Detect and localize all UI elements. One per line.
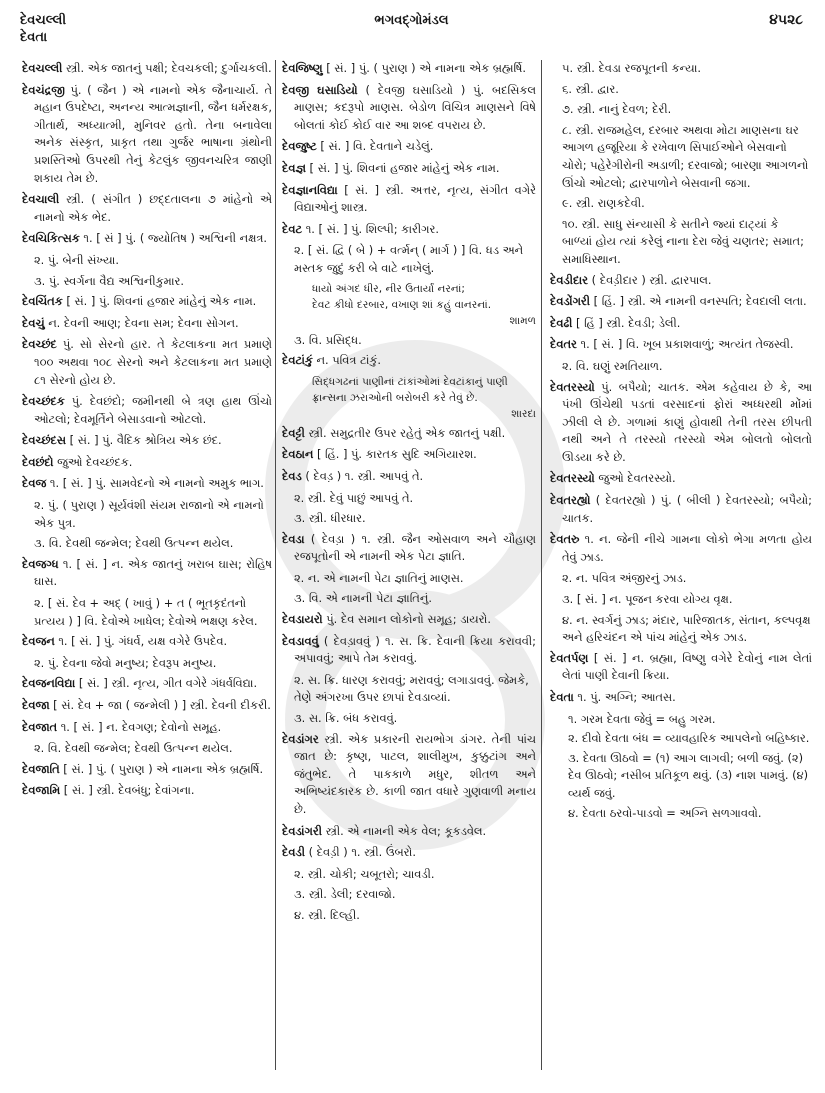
headword: દેવતર્પણ — [550, 650, 589, 665]
definition: [ સં. ] ન. બ્રહ્મા, વિષ્ણુ વગેરે દેવોનું નામ લેતાં લેતાં પાણી દેવાની ક્રિયા. — [562, 650, 812, 683]
entry — [282, 60, 536, 78]
sense: ૪. ન. સ્વર્ગનું ઝાડ; મંદાર, પારિજાતક, સંતાન, કલ્પવૃક્ષ અને હરિચંદન એ પાંચ માંહેનું એક ઝાડ. — [562, 612, 811, 645]
definition: ( દેવડ઼ા ) ૧. સ્ત્રી. જૈન ઓસવાળ અને ચૌહાણ રજપૂતોની એ નામની એક પેટા જ્ઞાતિ. — [294, 531, 536, 564]
entry — [550, 272, 812, 290]
entry — [550, 336, 812, 354]
definition: [ સં. ] પું. શિવનાં હજાર માંહેનું એક નામ. — [62, 294, 257, 309]
definition: ( દેવડ઼ી ) ૧. સ્ત્રી. ઉંબરો. — [304, 845, 416, 860]
entry — [22, 675, 272, 693]
sense: ૩. સ્ત્રી. ધીરધાર. — [294, 511, 366, 526]
entry — [282, 633, 536, 668]
citation-source: શામળ — [509, 314, 536, 327]
definition: જુઓ દેવતરસ્યો. — [594, 471, 676, 486]
definition: [ હિં. ] સ્ત્રી. એ નામની વનસ્પતિ; દેવદાલી લતા. — [590, 294, 807, 309]
headword: દેવતરહ્યો — [550, 493, 591, 508]
entry — [282, 844, 536, 862]
headword: દેવડાવવું — [282, 633, 319, 648]
entry — [282, 531, 536, 566]
guide-word-last: દેવતા — [20, 30, 48, 45]
headword: દેવતર — [550, 337, 577, 352]
column-3 — [550, 60, 812, 1070]
definition: [ સં. ] પું. ( પુરાણ ) એ નામના એક બ્રહ્મર્ષિ. — [59, 761, 264, 776]
headword: દેવચાલી — [22, 192, 60, 207]
headword: દેવજાતિ — [22, 761, 60, 776]
entry — [550, 293, 812, 311]
headword: દેવડોંગરી — [550, 294, 591, 309]
definition: ( દેવજી ઘસાડિયો ) પું. બદસિકલ માણસ; કદરૂપો માણસ. બેડોળ વિચિત્ર માણસને વિષે બોલતાં કોઈ કોઈ વાર આ શબ્દ વપરાય છે. — [294, 82, 536, 132]
sense: ૨. સ્ત્રી. ચોકી; ચબૂતરો; ચાવડી. — [294, 866, 435, 881]
headword: દેવચ્છંદ — [22, 337, 57, 352]
entry — [550, 315, 812, 333]
headword: દેવજનવિદ્યા — [22, 676, 76, 691]
column-2 — [282, 60, 536, 1070]
definition: સ્ત્રી. એક જાતનું પક્ષી; દેવચકલી; દુર્ગાચકલી. — [62, 61, 272, 75]
entry — [22, 633, 272, 651]
headword: દેવડી — [282, 845, 305, 860]
definition: ૧. [ સં. ] પું. શિલ્પી; કારીગર. — [302, 221, 439, 236]
entry — [282, 823, 536, 841]
definition: ( દેવતરહ્યો ) પું. ( બીલી ) દેવતરસ્યો; બપૈયો; ચાતક. — [562, 493, 812, 525]
headword: દેવડાંગર — [282, 731, 319, 746]
page-header — [20, 12, 803, 52]
sense: ૨. સ્ત્રી. દેવું પાછું આપવું તે. — [294, 490, 414, 505]
headword: દેવડા — [282, 531, 305, 546]
definition: સ્ત્રી. એક પ્રકારની રાયભોગ ડાંગર. તેની પાંચ જાત છે: કૃષ્ણ, પાટલ, શાલીમુખ, કુક્કુટાંગ અને જંતુભેદ. તે પાકકાળે મધુર, શીતળ અને અભિષ્યંદકારક છે. કાળી જાત વધારે ગુણવાળી મનાય છે. — [294, 731, 536, 816]
entry — [22, 697, 272, 715]
entry — [22, 336, 272, 389]
headword: દેવજગ્ધ — [22, 556, 59, 571]
headword: દેવજિષ્ણુ — [282, 61, 323, 75]
entry — [282, 221, 536, 239]
idiom: ૪. દેવતા ઠરવો-પાડવો = અગ્નિ સળગાવવો. — [568, 805, 762, 820]
headword: દેવજ્ઞ — [282, 160, 306, 175]
entry — [22, 454, 272, 472]
sense: ૪. સ્ત્રી. દિલ્હી. — [294, 907, 360, 922]
entry — [22, 82, 272, 188]
definition: [ સં. દેવ + જા ( જન્મેલી ) ] સ્ત્રી. દેવની દીકરી. — [49, 698, 271, 712]
definition: ૧. [ સં. ] ન. એક જાતનું ખરાબ ઘાસ; રોહિષ ઘાસ. — [34, 556, 272, 589]
entry — [550, 470, 812, 488]
definition: પું. બપૈયો; ચાતક. એમ કહેવાય છે કે, આ પંખી ઊંચેથી પડતાં વરસાદનાં ફોરાં અધ્ધરથી મોંમાં ઝીલી લે છે. ગળામાં કાણું હોવાથી તેની તરસ છીપતી નથી અને તે તરસ્યો તરસ્યો એમ બોલતો બોલતો ઊડયા કરે છે. — [562, 379, 812, 464]
headword: દેવતરસ્યો — [550, 379, 595, 394]
sense: ૨. વિ. દેવથી જન્મેલ; દેવથી ઉત્પન્ન થયેલ. — [34, 741, 233, 756]
headword: દેવઠાન — [282, 447, 314, 462]
sense: ૨. પું. ( પુરાણ ) સૂર્યવંશી સંયમ રાજાનો એ નામનો એક પુત્ર. — [34, 498, 264, 530]
definition: ( દેવડ઼ીદાર ) સ્ત્રી. દ્વારપાલ. — [588, 272, 712, 287]
definition: ૧. [ સં. ] ન. દેવગણ; દેવોનો સમૂહ. — [57, 719, 222, 734]
headword: દેવડીદાર — [550, 272, 589, 287]
headword: દેવચિકિત્સક — [22, 231, 80, 246]
sense: ૩. વિ. પ્રસિદ્ધ. — [294, 332, 362, 347]
guide-words — [20, 12, 66, 46]
definition: ( દેવડ઼ાવવું ) ૧. સ. ક્રિ. દેવાની ક્રિયા કરાવવી; અપાવવું; આપે તેમ કરાવવું. — [294, 633, 536, 666]
definition: જુઓ દેવચ્છંદક. — [53, 454, 133, 469]
entry — [550, 492, 812, 527]
definition: [ સં. ] પું. શિવનાં હજાર માંહેનું એક નામ. — [305, 160, 500, 175]
sense: ૨. પું. દેવના જેવો મનુષ્ય; દેવરૂપ મનુષ્ય. — [34, 655, 217, 670]
entry — [22, 230, 272, 248]
headword: દેવતરુ — [550, 532, 580, 547]
definition: [ સં. ] સ્ત્રી. અત્તર, નૃત્ય, સંગીત વગેરે વિદ્યાઓનું શાસ્ત્ર. — [294, 182, 536, 215]
entry — [282, 468, 536, 486]
sense: ૨. પું. બેની સંખ્યા. — [34, 252, 119, 267]
entry — [22, 556, 272, 591]
headword: દેવટાંકું — [282, 353, 313, 368]
definition: ન. દેવની આણ; દેવના સમ; દેવના સોગન. — [44, 315, 239, 330]
sense: ૩. [ સં. ] ન. પૂજન કરવા યોગ્ય વૃક્ષ. — [562, 592, 733, 607]
headword: દેવજ્ઞાનવિદ્યા — [282, 182, 338, 197]
entry — [282, 425, 536, 443]
headword: દેવઢી — [550, 315, 573, 330]
entry — [282, 611, 536, 629]
sense: ૬. સ્ત્રી. દ્વાર. — [562, 81, 619, 96]
book-title: ભગવદ્ગોમંડલ — [374, 13, 449, 28]
definition: [ સં. ] પું. ( પુરાણ ) એ નામના એક બ્રહ્મર્ષિ. — [322, 61, 527, 75]
sense: ૩. વિ. એ નામની પેટા જ્ઞાતિનું. — [294, 591, 432, 606]
entry — [22, 761, 272, 779]
sense: ૨. સ. ક્રિ. ધારણ કરાવવું; મરાવવું; લગાડાવવું. જેમકે, તેણે અંગરખા ઉપર છાપાં દેવડાવ્યાં. — [294, 672, 529, 705]
entry — [22, 393, 272, 428]
entry — [550, 650, 812, 685]
entry — [22, 191, 272, 226]
sense: ૭. સ્ત્રી. નાનું દેવળ; દેરી. — [562, 102, 672, 117]
headword: દેવટ — [282, 221, 303, 236]
headword: દેવજાત — [22, 719, 58, 734]
definition: પું. દેવછંદો; જમીનથી બે ત્રણ હાથ ઊંચો ઓટલો; દેવમૂર્તિને બેસાડવાનો ઓટલો. — [34, 394, 272, 426]
quotation-line: દેવટ કીધો દરબાર, વખાણ શાં કહું વાનરનાં. — [312, 298, 492, 311]
headword: દેવડ — [282, 468, 302, 483]
entry — [282, 352, 536, 370]
definition: પું. સો સેરનો હાર. તે કેટલાકના મત પ્રમાણે ૧૦૦ અથવા ૧૦૮ સેરનો અને કેટલાકના મત પ્રમાણે ૮૧ સેરનો હોય છે. — [34, 337, 272, 387]
definition: [ સં. ] સ્ત્રી. નૃત્ય, ગીત વગેરે ગંધર્વવિદ્યા. — [75, 676, 258, 691]
sense: ૨. [ સં. દેવ + અદ્ ( ખાવું ) + ત ( ભૂતકૃદંતનો પ્રત્યય ) ] વિ. દેવોએ ખાધેલ; દેવોએ ભક્ષણ કરેલ. — [34, 596, 258, 628]
entry — [282, 446, 536, 464]
sense: ૫. સ્ત્રી. દેવડા રજપૂતની કન્યા. — [562, 61, 702, 75]
definition: પું. દેવ સમાન લોકોનો સમૂહ; ડાયરો. — [322, 612, 491, 627]
headword: દેવછંદો — [22, 454, 54, 469]
definition: ૧. [ સં ] પું. ( જ્યોતિષ ) અશ્વિની નક્ષત્ર. — [79, 231, 268, 246]
headword: દેવડાંગરી — [282, 823, 322, 838]
headword: દેવજુષ્ટ — [282, 139, 317, 154]
headword: દેવચ્છંદક — [22, 394, 65, 409]
entry — [282, 182, 536, 217]
entry — [282, 160, 536, 178]
headword: દેવજામિ — [22, 783, 61, 798]
sense: ૩. સ્ત્રી. ડેલી; દરવાજો. — [294, 887, 396, 902]
sense: ૮. સ્ત્રી. રાજમહેલ, દરબાર અથવા મોટા માણસના ઘર આગળ હજૂરિયા કે રખેવાળ સિપાઈઓને બેસવાનો ચોરો; પહેરેગીરોની અડાળી; દરવાજો; બારણા આગળનો ઊંચો ઓટલો; દ્વારપાળોને બેસવાની જગા. — [562, 122, 809, 190]
citation-source: શારદા — [511, 407, 536, 420]
headword: દેવજન — [22, 634, 55, 649]
definition: સ્ત્રી. સમુદ્રતીર ઉપર રહેતું એક જાતનું પક્ષી. — [304, 425, 506, 440]
sense: ૧૦. સ્ત્રી. સાધુ સંન્યાસી કે સતીને જ્યાં દાટ્યાં કે બાળ્યાં હોય ત્યાં કરેલું નાના દેરા જેવું ચણતર; સમાત; સમાધિસ્થાન. — [562, 216, 804, 266]
entry — [22, 293, 272, 311]
definition: સ્ત્રી. એ નામની એક વેલ; કૂકડવેલ. — [321, 823, 487, 838]
entry — [22, 719, 272, 737]
sense: ૩. વિ. દેવથી જન્મેલ; દેવથી ઉત્પન્ન થયેલ. — [34, 536, 234, 551]
column-divider — [275, 60, 276, 1070]
headword: દેવટ્ટી — [282, 425, 305, 440]
definition: ૧. [ સં. ] વિ. ખૂબ પ્રકાશવાળું; અત્યંત તેજસ્વી. — [576, 337, 794, 352]
column-1 — [22, 60, 272, 1070]
page-number: ૪૫૨૮ — [769, 12, 803, 28]
headword: દેવચ્છંદસ — [22, 433, 66, 448]
headword: દેવતરસ્યો — [550, 471, 595, 486]
definition: ( દેવડ઼ ) ૧. સ્ત્રી. આપવું તે. — [301, 468, 424, 483]
headword: દેવતા — [550, 690, 574, 704]
sense: ૨. [ સં. દ્વિ ( બે ) + વર્ત્મન્ ( માર્ગ ) ] વિ. ધડ અને મસ્તક જુદું કરી બે વાટે નાખેલું. — [294, 243, 524, 275]
sense: ૯. સ્ત્રી. રાણકદેવી. — [562, 196, 645, 211]
definition: [ હિં. ] પું. કારતક સુદિ અગિયારશ. — [313, 447, 477, 462]
definition: ૧. [ સં. ] પું. ગંધર્વ, યક્ષ વગેરે ઉપદેવ. — [54, 634, 228, 649]
definition: ન. પવિત્ર ટાંકું. — [312, 353, 382, 368]
headword: દેવચિંતક — [22, 294, 63, 309]
column-divider — [541, 60, 542, 1070]
headword: દેવજ — [22, 476, 47, 491]
idiom: ૧. ગરમ દેવતા જેવું = બહુ ગરમ. — [568, 711, 716, 726]
definition: [ હિં ] સ્ત્રી. દેવડી; ડેલી. — [572, 315, 681, 330]
definition: ૧. [ સં. ] પું. સામવેદનો એ નામનો અમુક ભાગ. — [46, 476, 264, 491]
headword: દેવજા — [22, 698, 50, 712]
headword: દેવજી ઘસાડિયો — [282, 82, 358, 97]
quotation-line: ધાયો અંગદ ધીર, નીર ઉતાર્યાં નરનાં; — [312, 282, 465, 295]
idiom: ૩. દેવતા ઊઠવો = (૧) આગ લાગવી; બળી જવું. (૨) દેવ ઊઠવો; નસીબ પ્રતિકૂળ થવું. (૩) નાશ પામવું. (૪) વ્યર્થ જવું. — [568, 750, 809, 800]
entry — [282, 731, 536, 819]
entry — [550, 689, 812, 707]
headword: દેવચંદ્રજી — [22, 82, 65, 97]
sense: ૨. ન. એ નામની પેટા જ્ઞાતિનું માણસ. — [294, 570, 464, 585]
entry — [282, 138, 536, 156]
entry — [22, 432, 272, 450]
idiom: ૨. દીવો દેવતા બંધ = વ્યાવહારિક આપલેનો બહિષ્કાર. — [568, 731, 810, 746]
definition: સ્ત્રી. ( સંગીત ) છદ્દતાલના ૭ માંહેનો એ નામનો એક ભેદ. — [34, 192, 272, 224]
entry — [550, 531, 812, 566]
entry — [550, 379, 812, 467]
definition: ૧. ન. જેની નીચે ગામના લોકો ભેગા મળતા હોય તેવું ઝાડ. — [562, 532, 812, 564]
entry — [22, 475, 272, 493]
sense: ૩. સ. ક્રિ. બંધ કરાવવું. — [294, 711, 398, 726]
definition: ૧. પું. અગ્નિ; આતસ. — [573, 690, 676, 704]
headword: દેવડાયરો — [282, 612, 323, 627]
entry — [22, 782, 272, 800]
sense: ૨. ન. પવિત્ર અંજીરનું ઝાડ. — [562, 571, 687, 586]
quotation-line: સિદ્ધગઢનાં પાણીનાં ટાંકાંઓમાં દેવટાંકાનું પાણી ફ્રાન્સના ઝરાઓની બરોબરી કરે તેવું છે. — [312, 375, 508, 404]
headword: દેવચલ્લી — [22, 61, 63, 75]
entry — [282, 82, 536, 135]
headword: દેવચું — [22, 315, 45, 330]
entry — [22, 60, 272, 78]
sense: ૨. વિ. ઘણું રમતિયાળ. — [562, 358, 663, 373]
entry — [22, 315, 272, 333]
definition: [ સં. ] સ્ત્રી. દેવબંધુ; દેવાંગના. — [60, 783, 195, 798]
sense: ૩. પું. સ્વર્ગના વૈદ્ય અશ્વિનીકુમાર. — [34, 273, 185, 288]
guide-word-first: દેવચલ્લી — [20, 13, 67, 28]
definition: પું. ( જૈન ) એ નામનો એક જૈનાચાર્ય. તે મહાન ઉપદેષ્ટા, અનન્ય આત્મજ્ઞાની, જૈન ધર્મરક્ષક, ગીતાર્થ, અધ્યાત્મી, મુનિવર હતો. તેના બનાવેલા અનેક સંસ્કૃત, પ્રાકૃત તથા ગુર્જર ભાષાના ગ્રંથોની પ્રશસ્તિઓ ઉપરથી તેનું કેટલુંક જીવનચરિત્ર જાણી શકાય તેમ છે. — [34, 82, 272, 185]
definition: [ સં. ] વિ. દેવતાને ચડેલું. — [316, 139, 434, 154]
definition: [ સં. ] પું. વૈદિક શ્રોત્રિય એક છંદ. — [65, 433, 222, 448]
dictionary-columns — [18, 60, 818, 1080]
